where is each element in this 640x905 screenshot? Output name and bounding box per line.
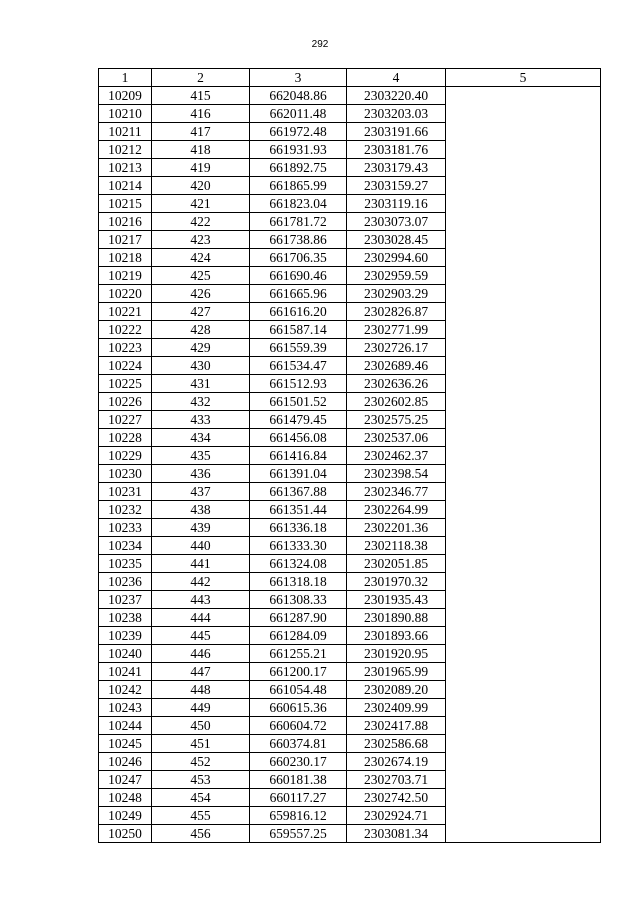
table-cell-col-1: 10241 xyxy=(99,663,152,681)
table-cell-col-1: 10246 xyxy=(99,753,152,771)
table-cell-col-2: 417 xyxy=(152,123,250,141)
table-cell-col-3: 661534.47 xyxy=(250,357,347,375)
table-cell-col-3: 661200.17 xyxy=(250,663,347,681)
table-cell-col-4: 2302409.99 xyxy=(347,699,446,717)
table-cell-col-2: 453 xyxy=(152,771,250,789)
table-cell-col-1: 10209 xyxy=(99,87,152,105)
table-cell-col-4: 2303203.03 xyxy=(347,105,446,123)
table-cell-col-2: 456 xyxy=(152,825,250,843)
table-cell-col-2: 423 xyxy=(152,231,250,249)
table-cell-col-3: 661559.39 xyxy=(250,339,347,357)
table-cell-col-1: 10235 xyxy=(99,555,152,573)
table-cell-col-1: 10216 xyxy=(99,213,152,231)
table-cell-col-3: 661479.45 xyxy=(250,411,347,429)
table-cell-col-3: 661781.72 xyxy=(250,213,347,231)
table-cell-col-4: 2302537.06 xyxy=(347,429,446,447)
table-cell-col-3: 661931.93 xyxy=(250,141,347,159)
table-cell-col-4: 2302959.59 xyxy=(347,267,446,285)
table-cell-col-1: 10236 xyxy=(99,573,152,591)
table-cell-col-3: 661333.30 xyxy=(250,537,347,555)
table-cell-col-2: 424 xyxy=(152,249,250,267)
table-cell-col-3: 660181.38 xyxy=(250,771,347,789)
table-cell-col-3: 661512.93 xyxy=(250,375,347,393)
table-cell-col-4: 2302089.20 xyxy=(347,681,446,699)
table-cell-col-4: 2303179.43 xyxy=(347,159,446,177)
table-cell-col-4: 2301970.32 xyxy=(347,573,446,591)
table-cell-col-2: 433 xyxy=(152,411,250,429)
table-cell-col-4: 2303191.66 xyxy=(347,123,446,141)
table-cell-col-4: 2302924.71 xyxy=(347,807,446,825)
table-cell-col-1: 10245 xyxy=(99,735,152,753)
table-cell-col-1: 10248 xyxy=(99,789,152,807)
table-cell-col-4: 2303073.07 xyxy=(347,213,446,231)
table-cell-col-3: 661587.14 xyxy=(250,321,347,339)
table-cell-col-4: 2302689.46 xyxy=(347,357,446,375)
table-cell-col-2: 418 xyxy=(152,141,250,159)
table-cell-col-3: 662048.86 xyxy=(250,87,347,105)
table-cell-col-3: 662011.48 xyxy=(250,105,347,123)
table-cell-col-2: 450 xyxy=(152,717,250,735)
column-header-1: 1 xyxy=(99,69,152,87)
table-cell-col-2: 415 xyxy=(152,87,250,105)
table-cell-col-2: 436 xyxy=(152,465,250,483)
column-header-4: 4 xyxy=(347,69,446,87)
table-cell-col-2: 449 xyxy=(152,699,250,717)
table-cell-col-2: 438 xyxy=(152,501,250,519)
table-cell-col-1: 10221 xyxy=(99,303,152,321)
table-cell-col-1: 10222 xyxy=(99,321,152,339)
table-cell-col-4: 2301890.88 xyxy=(347,609,446,627)
table-cell-col-3: 661318.18 xyxy=(250,573,347,591)
table-cell-col-4: 2302051.85 xyxy=(347,555,446,573)
table-cell-col-3: 661336.18 xyxy=(250,519,347,537)
table-row xyxy=(99,87,601,105)
table-cell-col-3: 661287.90 xyxy=(250,609,347,627)
table-cell-col-1: 10210 xyxy=(99,105,152,123)
table-cell-col-2: 454 xyxy=(152,789,250,807)
table-cell-col-3: 661351.44 xyxy=(250,501,347,519)
table-cell-col-1: 10225 xyxy=(99,375,152,393)
table-cell-col-4: 2302602.85 xyxy=(347,393,446,411)
table-cell-col-4: 2302462.37 xyxy=(347,447,446,465)
table-cell-col-4: 2302201.36 xyxy=(347,519,446,537)
table-cell-col-1: 10244 xyxy=(99,717,152,735)
table-cell-col-4: 2302994.60 xyxy=(347,249,446,267)
table-cell-col-2: 446 xyxy=(152,645,250,663)
table-cell-col-1: 10218 xyxy=(99,249,152,267)
table-cell-col-3: 661690.46 xyxy=(250,267,347,285)
table-cell-col-2: 420 xyxy=(152,177,250,195)
table-cell-col-2: 425 xyxy=(152,267,250,285)
table-cell-col-2: 419 xyxy=(152,159,250,177)
table-cell-col-1: 10237 xyxy=(99,591,152,609)
table-cell-col-3: 661367.88 xyxy=(250,483,347,501)
table-cell-col-4: 2303181.76 xyxy=(347,141,446,159)
table-cell-col-3: 661706.35 xyxy=(250,249,347,267)
table-cell-col-1: 10227 xyxy=(99,411,152,429)
table-cell-col-3: 660604.72 xyxy=(250,717,347,735)
table-cell-col-2: 447 xyxy=(152,663,250,681)
page-number: 292 xyxy=(311,39,329,50)
table-cell-col-4: 2302346.77 xyxy=(347,483,446,501)
table-cell-col-4: 2303028.45 xyxy=(347,231,446,249)
column-header-5: 5 xyxy=(446,69,601,87)
table-cell-col-2: 445 xyxy=(152,627,250,645)
table-cell-col-2: 440 xyxy=(152,537,250,555)
table-cell-col-3: 661501.52 xyxy=(250,393,347,411)
table-cell-col-4: 2301965.99 xyxy=(347,663,446,681)
table-cell-col-4: 2302674.19 xyxy=(347,753,446,771)
table-cell-col-3: 659816.12 xyxy=(250,807,347,825)
table-cell-col-3: 661308.33 xyxy=(250,591,347,609)
table-cell-col-3: 661892.75 xyxy=(250,159,347,177)
table-cell-col-1: 10212 xyxy=(99,141,152,159)
table-cell-col-1: 10233 xyxy=(99,519,152,537)
table-cell-col-4: 2301920.95 xyxy=(347,645,446,663)
table-cell-col-1: 10226 xyxy=(99,393,152,411)
table-cell-col-1: 10228 xyxy=(99,429,152,447)
table-cell-col-1: 10232 xyxy=(99,501,152,519)
table-cell-col-4: 2302703.71 xyxy=(347,771,446,789)
table-cell-col-1: 10217 xyxy=(99,231,152,249)
table-cell-col-1: 10242 xyxy=(99,681,152,699)
table-cell-col-2: 421 xyxy=(152,195,250,213)
table-cell-col-1: 10229 xyxy=(99,447,152,465)
table-cell-col-3: 661865.99 xyxy=(250,177,347,195)
table-cell-col-3: 661054.48 xyxy=(250,681,347,699)
table-cell-col-1: 10213 xyxy=(99,159,152,177)
table-cell-col-4: 2302417.88 xyxy=(347,717,446,735)
table-cell-col-1: 10238 xyxy=(99,609,152,627)
table-cell-col-1: 10249 xyxy=(99,807,152,825)
table-cell-col-2: 434 xyxy=(152,429,250,447)
table-cell-col-2: 442 xyxy=(152,573,250,591)
table-cell-col-2: 448 xyxy=(152,681,250,699)
table-cell-col-2: 435 xyxy=(152,447,250,465)
table-cell-col-1: 10234 xyxy=(99,537,152,555)
table-cell-col-3: 661456.08 xyxy=(250,429,347,447)
table-header-row xyxy=(99,69,601,87)
table-cell-col-4: 2302903.29 xyxy=(347,285,446,303)
table-cell-col-3: 661324.08 xyxy=(250,555,347,573)
table-cell-col-2: 451 xyxy=(152,735,250,753)
table-cell-col-4: 2301893.66 xyxy=(347,627,446,645)
table-cell-col-4: 2302771.99 xyxy=(347,321,446,339)
table-cell-col-1: 10250 xyxy=(99,825,152,843)
table-cell-col-3: 660230.17 xyxy=(250,753,347,771)
table-cell-col-4: 2301935.43 xyxy=(347,591,446,609)
table-cell-col-2: 444 xyxy=(152,609,250,627)
table-cell-col-4: 2303119.16 xyxy=(347,195,446,213)
table-cell-col-3: 661416.84 xyxy=(250,447,347,465)
table-cell-col-1: 10223 xyxy=(99,339,152,357)
table-cell-col-4: 2303220.40 xyxy=(347,87,446,105)
table-cell-col-3: 661616.20 xyxy=(250,303,347,321)
table-cell-col-4: 2302398.54 xyxy=(347,465,446,483)
table-cell-col-4: 2302118.38 xyxy=(347,537,446,555)
table-cell-col-2: 429 xyxy=(152,339,250,357)
table-cell-col-4: 2303159.27 xyxy=(347,177,446,195)
table-cell-col-5 xyxy=(446,87,601,843)
table-cell-col-3: 661391.04 xyxy=(250,465,347,483)
table-cell-col-4: 2302742.50 xyxy=(347,789,446,807)
table-cell-col-2: 455 xyxy=(152,807,250,825)
table-cell-col-4: 2302826.87 xyxy=(347,303,446,321)
table-cell-col-2: 431 xyxy=(152,375,250,393)
table-cell-col-2: 428 xyxy=(152,321,250,339)
table-cell-col-4: 2303081.34 xyxy=(347,825,446,843)
table-cell-col-1: 10214 xyxy=(99,177,152,195)
table-cell-col-2: 452 xyxy=(152,753,250,771)
table-cell-col-4: 2302636.26 xyxy=(347,375,446,393)
table-cell-col-4: 2302586.68 xyxy=(347,735,446,753)
table-cell-col-3: 659557.25 xyxy=(250,825,347,843)
table-cell-col-2: 430 xyxy=(152,357,250,375)
table-cell-col-2: 426 xyxy=(152,285,250,303)
table-cell-col-3: 660615.36 xyxy=(250,699,347,717)
table-cell-col-3: 661284.09 xyxy=(250,627,347,645)
table-cell-col-2: 437 xyxy=(152,483,250,501)
table-cell-col-1: 10239 xyxy=(99,627,152,645)
table-cell-col-2: 443 xyxy=(152,591,250,609)
table-cell-col-3: 660117.27 xyxy=(250,789,347,807)
table-cell-col-2: 416 xyxy=(152,105,250,123)
table-cell-col-2: 427 xyxy=(152,303,250,321)
column-header-2: 2 xyxy=(152,69,250,87)
table-cell-col-2: 439 xyxy=(152,519,250,537)
table-cell-col-3: 661823.04 xyxy=(250,195,347,213)
coordinates-table xyxy=(98,68,601,843)
table-cell-col-1: 10240 xyxy=(99,645,152,663)
table-cell-col-1: 10224 xyxy=(99,357,152,375)
column-header-3: 3 xyxy=(250,69,347,87)
table-cell-col-4: 2302264.99 xyxy=(347,501,446,519)
table-cell-col-2: 432 xyxy=(152,393,250,411)
table-cell-col-1: 10231 xyxy=(99,483,152,501)
table-cell-col-3: 661738.86 xyxy=(250,231,347,249)
table-cell-col-3: 661665.96 xyxy=(250,285,347,303)
table-cell-col-3: 660374.81 xyxy=(250,735,347,753)
table-cell-col-2: 422 xyxy=(152,213,250,231)
table-cell-col-1: 10243 xyxy=(99,699,152,717)
table-body xyxy=(99,87,601,843)
table-cell-col-3: 661972.48 xyxy=(250,123,347,141)
table-cell-col-2: 441 xyxy=(152,555,250,573)
table-cell-col-1: 10247 xyxy=(99,771,152,789)
table-cell-col-1: 10211 xyxy=(99,123,152,141)
table-cell-col-1: 10220 xyxy=(99,285,152,303)
table-cell-col-4: 2302575.25 xyxy=(347,411,446,429)
table-cell-col-3: 661255.21 xyxy=(250,645,347,663)
table-cell-col-4: 2302726.17 xyxy=(347,339,446,357)
table-cell-col-1: 10230 xyxy=(99,465,152,483)
table-cell-col-1: 10215 xyxy=(99,195,152,213)
table-cell-col-1: 10219 xyxy=(99,267,152,285)
